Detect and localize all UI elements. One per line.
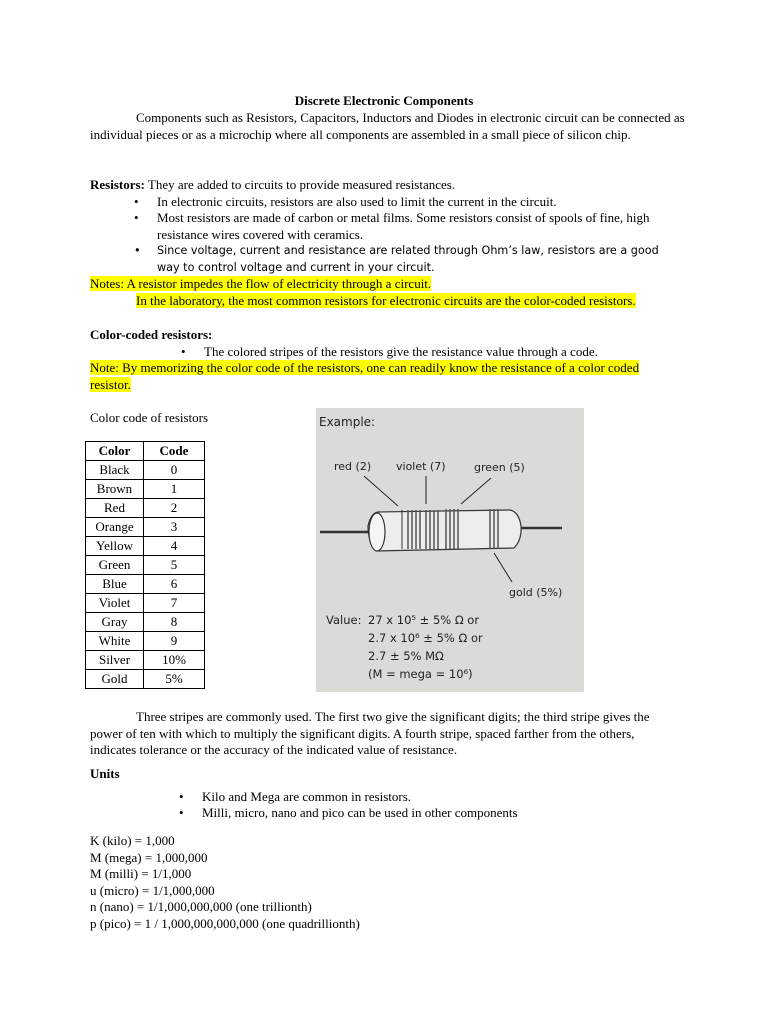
- table-cell: 7: [144, 594, 205, 613]
- figure-value-label: Value:: [326, 613, 362, 627]
- units-section: [90, 766, 518, 822]
- unit-line: M (milli) = 1/1,000: [90, 866, 192, 881]
- figure-label-violet: violet (7): [396, 460, 446, 473]
- table-cell: Gray: [86, 613, 144, 632]
- table-cell: 9: [144, 632, 205, 651]
- table-cell: 1: [144, 480, 205, 499]
- table-cell: 6: [144, 575, 205, 594]
- figure-value-line-1: 27 x 10⁵ ± 5% Ω or: [368, 613, 480, 627]
- table-cell: 4: [144, 537, 205, 556]
- resistors-intro-line: [90, 177, 690, 194]
- color-coded-section: [90, 327, 690, 393]
- table-row: [86, 499, 205, 518]
- table-row: [86, 575, 205, 594]
- table-row: [86, 556, 205, 575]
- list-item: • Since voltage, current and resistance are related through Ohm’s law, resistors are a good way to control voltage and current in your circuit.: [134, 243, 674, 276]
- unit-line: M (mega) = 1,000,000: [90, 849, 208, 865]
- table-cell: Green: [86, 556, 144, 575]
- resistors-section: [90, 177, 690, 309]
- unit-line: n (nano) = 1/1,000,000,000 (one trillionth): [90, 899, 312, 914]
- figure-value-line-4: (M = mega = 10⁶): [368, 667, 473, 681]
- table-cell: 10%: [144, 651, 205, 670]
- page-title: Discrete Electronic Components: [294, 93, 474, 108]
- table-row: [86, 670, 205, 689]
- figure-label-red: red (2): [334, 460, 372, 473]
- table-row: [86, 480, 205, 499]
- color-coded-bullet-list: [181, 344, 690, 361]
- resistors-heading: Resistors:: [90, 177, 145, 192]
- table-cell: 3: [144, 518, 205, 537]
- list-item: • The colored stripes of the resistors give the resistance value through a code.: [181, 344, 690, 361]
- table-row: [86, 537, 205, 556]
- color-code-table: [85, 441, 205, 689]
- table-row: [86, 461, 205, 480]
- list-item: • Kilo and Mega are common in resistors.: [179, 789, 518, 806]
- table-cell: Silver: [86, 651, 144, 670]
- table-cell: Yellow: [86, 537, 144, 556]
- figure-value-line-2: 2.7 x 10⁶ ± 5% Ω or: [368, 631, 483, 645]
- table-header-cell: Color: [86, 442, 144, 461]
- list-item: • Most resistors are made of carbon or metal films. Some resistors consist of spools of fine, high resistance wires covered with ceramics.: [134, 210, 674, 243]
- table-cell: 5%: [144, 670, 205, 689]
- table-row: [86, 518, 205, 537]
- table-caption: Color code of resistors: [90, 410, 209, 425]
- table-cell: 2: [144, 499, 205, 518]
- table-cell: 8: [144, 613, 205, 632]
- resistor-end-cap: [369, 513, 385, 551]
- table-row: [86, 632, 205, 651]
- table-cell: 5: [144, 556, 205, 575]
- figure-background: [316, 408, 584, 692]
- color-coded-heading: Color-coded resistors:: [90, 327, 213, 342]
- table-cell: Violet: [86, 594, 144, 613]
- resistors-lead: They are added to circuits to provide measured resistances.: [147, 177, 456, 192]
- table-cell: Brown: [86, 480, 144, 499]
- units-bullet-list: [179, 789, 518, 822]
- unit-line: p (pico) = 1 / 1,000,000,000,000 (one quadrillionth): [90, 915, 360, 931]
- figure-label-green: green (5): [474, 461, 525, 474]
- figure-value-line-3: 2.7 ± 5% MΩ: [368, 649, 444, 663]
- resistor-example-figure: [316, 408, 584, 692]
- table-row: [86, 651, 205, 670]
- table-cell: Blue: [86, 575, 144, 594]
- table-header-cell: Code: [144, 442, 205, 461]
- table-header-row: [86, 442, 205, 461]
- table-cell: Gold: [86, 670, 144, 689]
- units-heading: Units: [90, 766, 120, 781]
- table-cell: Black: [86, 461, 144, 480]
- table-cell: Red: [86, 499, 144, 518]
- table-cell: White: [86, 632, 144, 651]
- table-cell: Orange: [86, 518, 144, 537]
- list-item: • In electronic circuits, resistors are also used to limit the current in the circuit.: [134, 194, 674, 211]
- table-row: [86, 613, 205, 632]
- list-item: • Milli, micro, nano and pico can be used in other components: [179, 805, 518, 822]
- figure-label-gold: gold (5%): [509, 586, 563, 599]
- unit-line: K (kilo) = 1,000: [90, 833, 175, 848]
- note-highlight: In the laboratory, the most common resistors for electronic circuits are the color-coded resistors.: [136, 292, 636, 308]
- note-highlight: Notes: A resistor impedes the flow of electricity through a circuit.: [90, 276, 432, 291]
- figure-example-label: Example:: [319, 415, 376, 429]
- table-row: [86, 594, 205, 613]
- intro-paragraph: Components such as Resistors, Capacitors, Inductors and Diodes in electronic circuit can be connected as individual pieces or as a microchip where all components are assembled in a small piece of silicon chip.: [90, 110, 685, 142]
- table-cell: 0: [144, 461, 205, 480]
- note-highlight: Note: By memorizing the color code of the resistors, one can readily know the resistance of a color coded resistor.: [90, 360, 640, 392]
- resistors-bullet-list: [134, 194, 674, 277]
- stripes-paragraph: Three stripes are commonly used. The first two give the significant digits; the third stripe gives the power of ten with which to multiply the significant digits. A fourth stripe, spaced farther from the others, indicates tolerance or the accuracy of the indicated value of resistance.: [90, 709, 650, 757]
- unit-line: u (micro) = 1/1,000,000: [90, 882, 215, 898]
- units-definitions: [90, 833, 360, 932]
